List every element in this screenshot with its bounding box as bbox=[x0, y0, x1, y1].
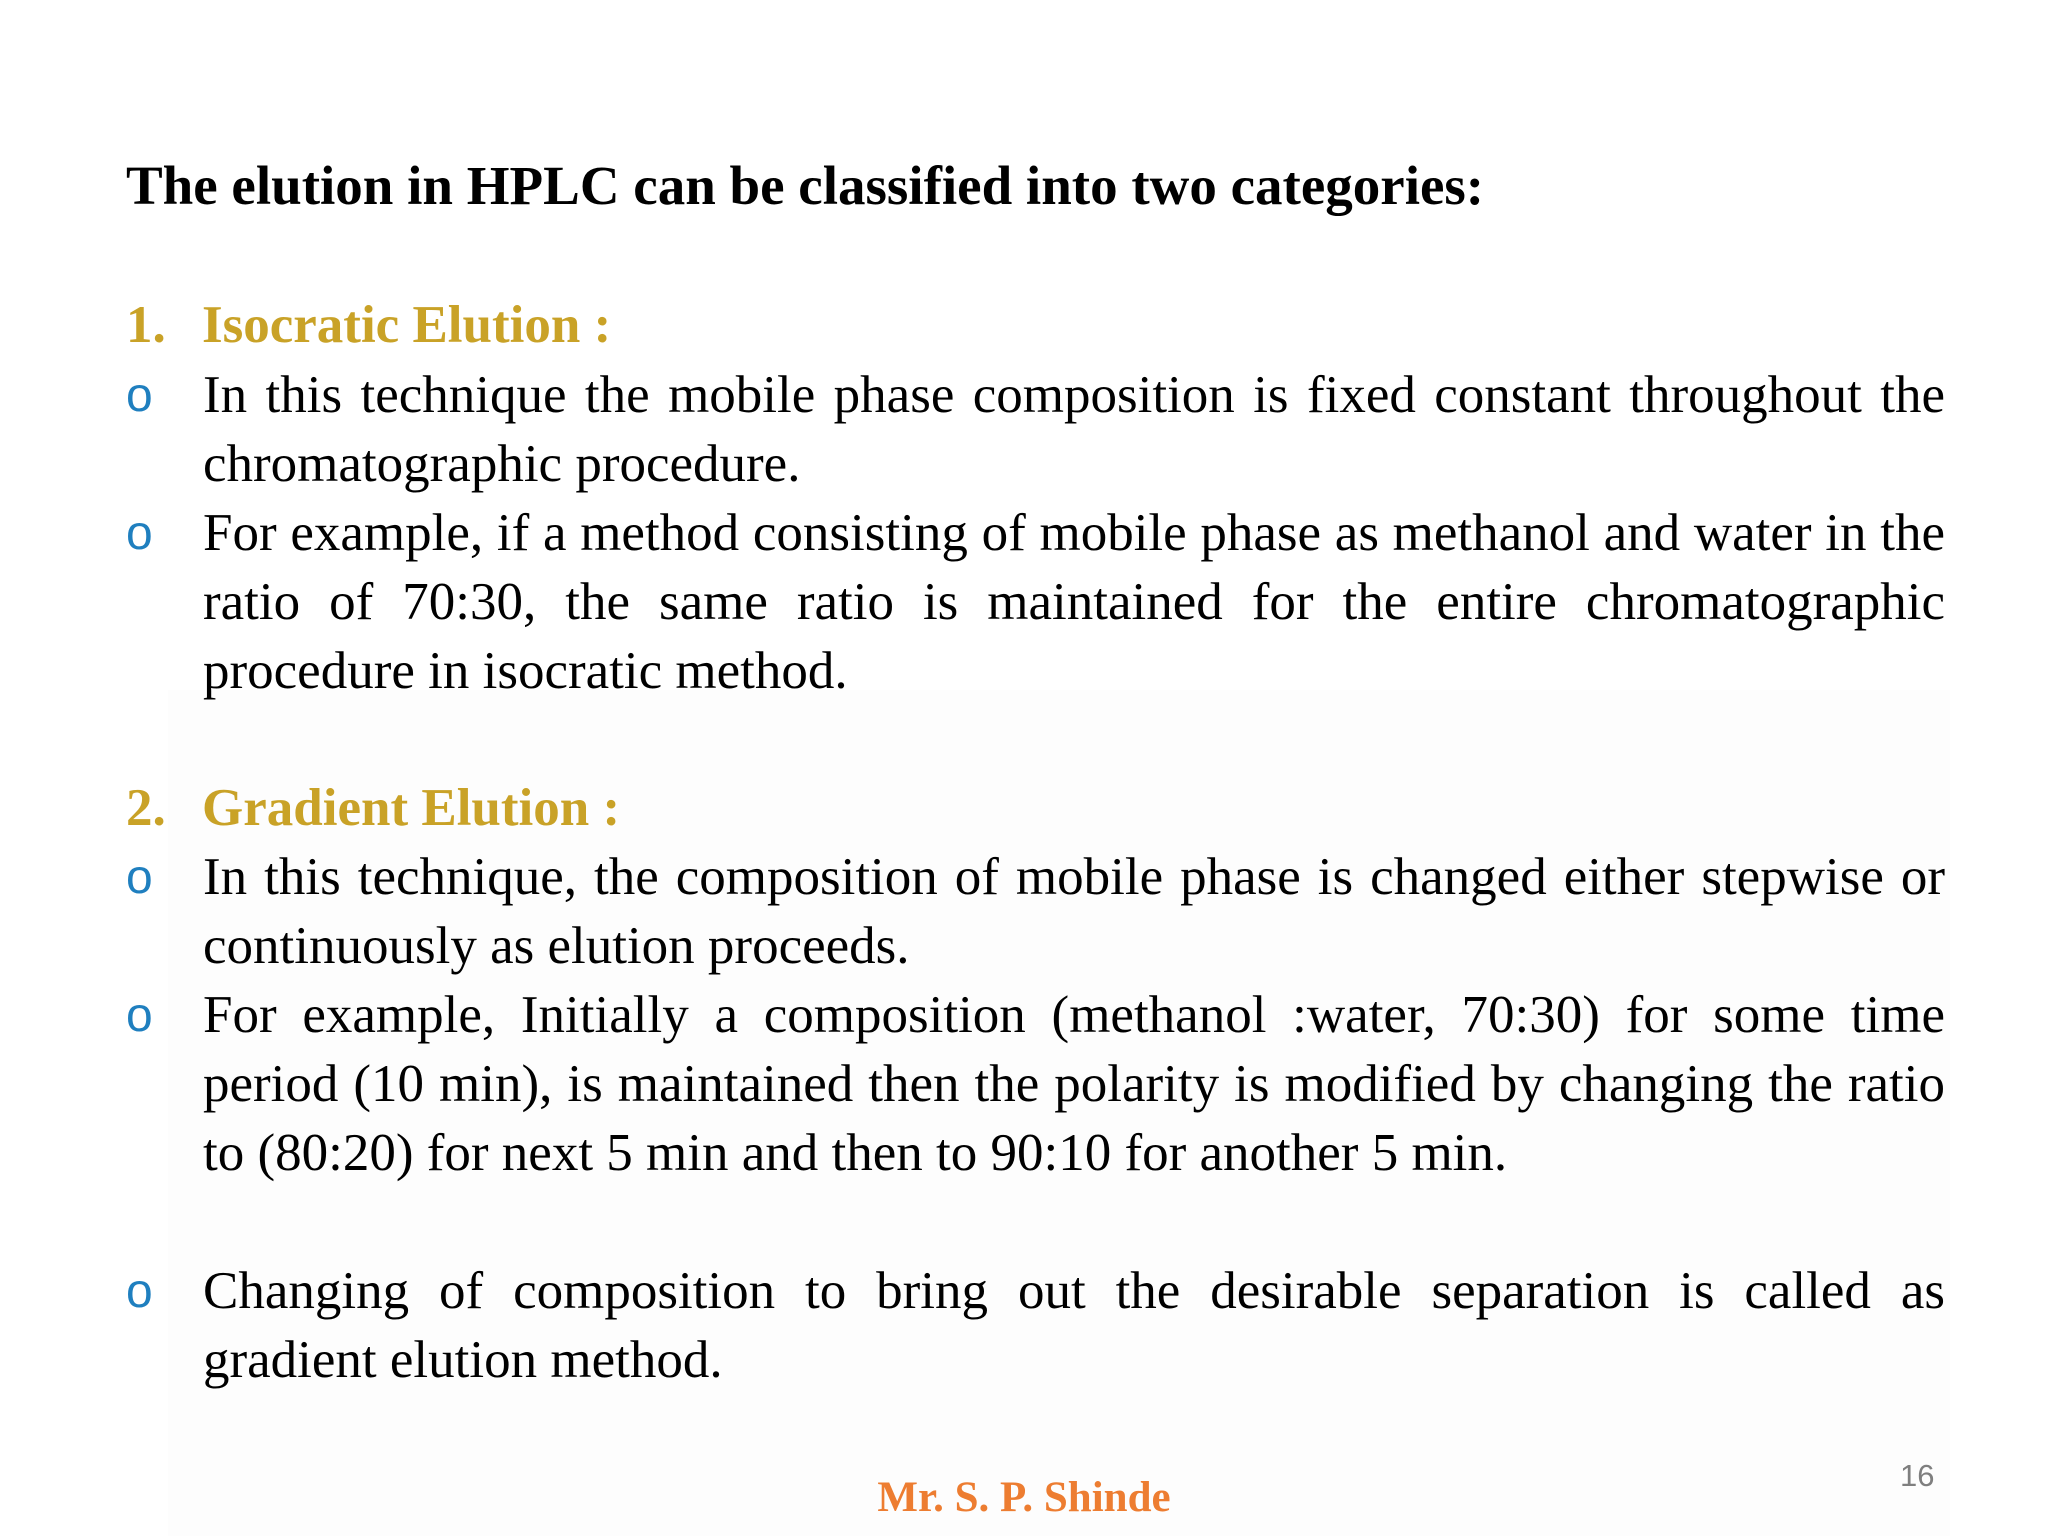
bullet-text: For example, if a method consisting of mobile phase as methanol and water in the ratio of 70:30, the same ratio is maintained for the entire chromatographic procedure in isocratic method. bbox=[203, 504, 1945, 700]
circle-bullet-icon: o bbox=[126, 851, 153, 904]
circle-bullet-icon: o bbox=[126, 989, 153, 1042]
section-title-text: Isocratic Elution : bbox=[202, 296, 612, 354]
section-number: 1. bbox=[126, 296, 166, 354]
circle-bullet-icon: o bbox=[126, 369, 153, 422]
footer-author: Mr. S. P. Shinde bbox=[877, 1474, 1171, 1521]
page-title: The elution in HPLC can be classified into two categories: bbox=[126, 155, 1485, 216]
bullet-text: In this technique, the composition of mobile phase is changed either stepwise or continuously as elution proceeds. bbox=[203, 848, 1945, 975]
bullet-text: Changing of composition to bring out the desirable separation is called as gradient elution method. bbox=[203, 1262, 1945, 1389]
section-title-gradient bbox=[126, 774, 620, 842]
section-title-isocratic bbox=[126, 291, 611, 359]
circle-bullet-icon: o bbox=[126, 1265, 153, 1318]
section-title-text: Gradient Elution : bbox=[202, 779, 621, 837]
page-number: 16 bbox=[1900, 1458, 1935, 1493]
bullet-text: In this technique the mobile phase composition is fixed constant throughout the chromatographic procedure. bbox=[203, 366, 1945, 493]
section-number: 2. bbox=[126, 779, 166, 837]
bullet-text: For example, Initially a composition (methanol :water, 70:30) for some time period (10 min), is maintained then the polarity is modified by changing the ratio to (80:20) for next 5 min and then to 90:10 for another 5 min. bbox=[203, 986, 1945, 1182]
circle-bullet-icon: o bbox=[126, 507, 153, 560]
